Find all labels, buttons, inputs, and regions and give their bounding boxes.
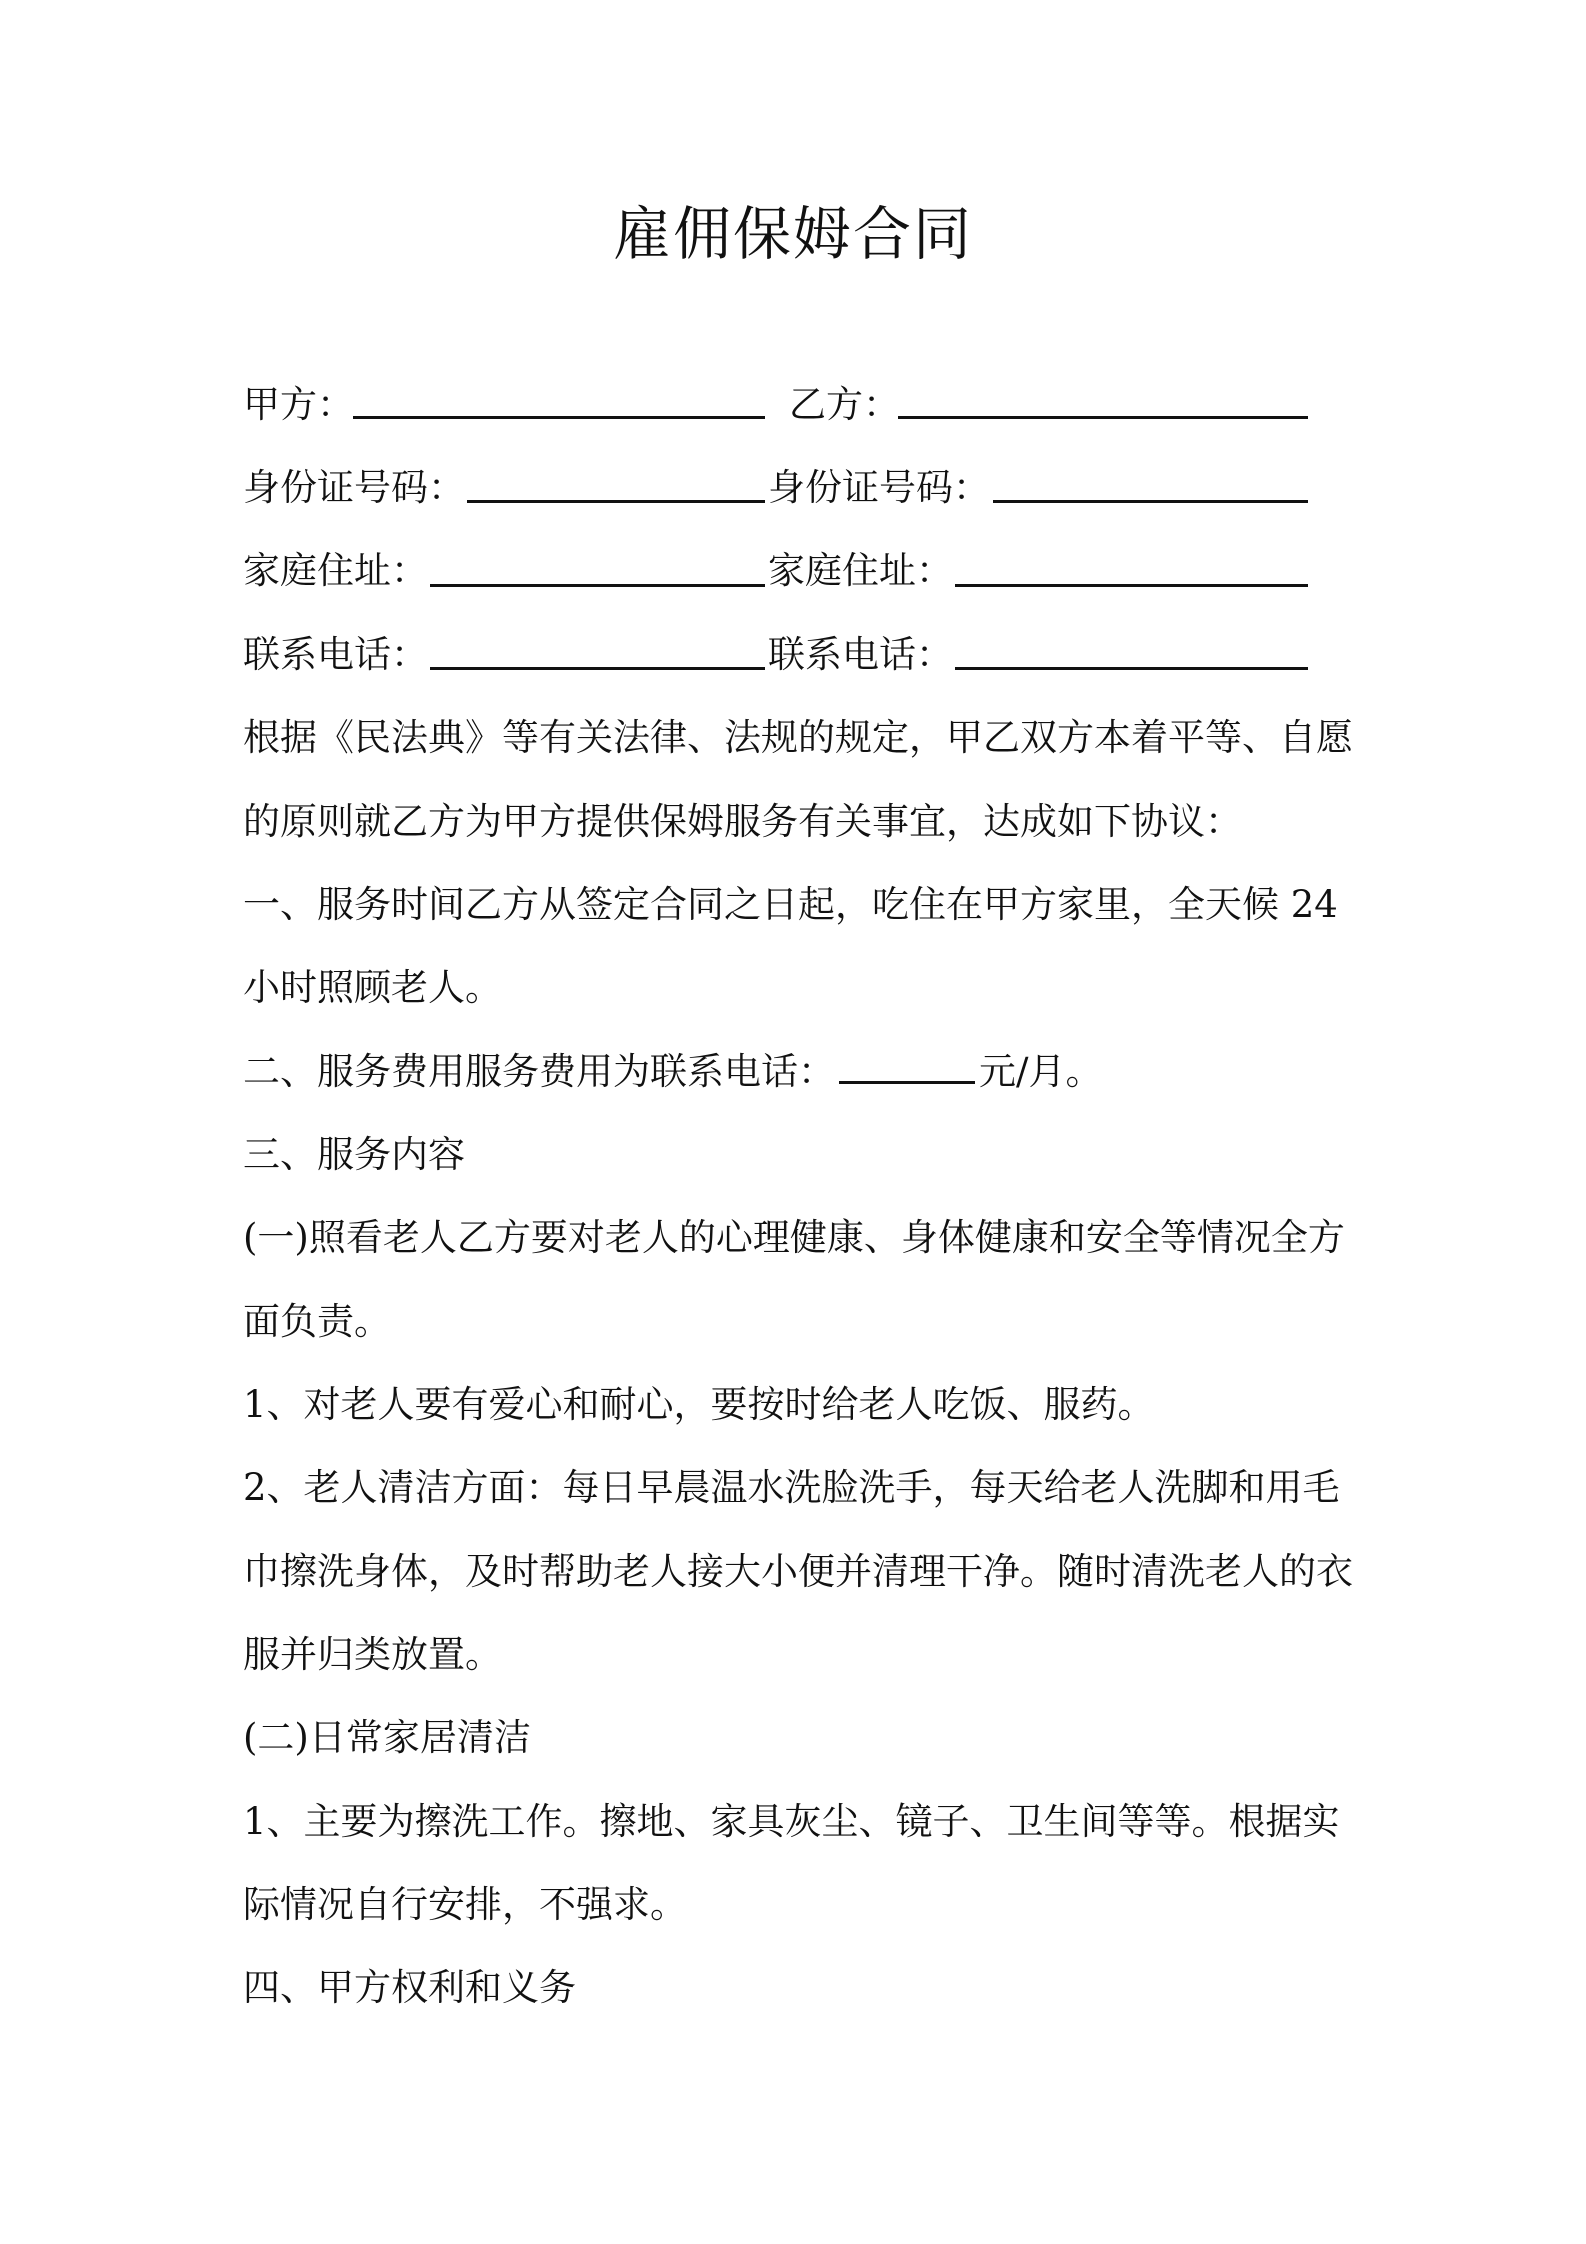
party-a-phone-label: 联系电话： [243,633,428,676]
party-a-name-field[interactable] [353,416,765,419]
service-fee-field[interactable] [839,1051,975,1084]
party-b-label: 乙方： [789,383,900,426]
party-a-label: 甲方： [243,383,354,426]
clause-2-prefix: 二、服务费用服务费用为联系电话： [243,1050,835,1093]
clause-2-suffix: 元/月。 [979,1050,1103,1093]
intro-line-1: 根据《民法典》等有关法律、法规的规定，甲乙双方本着平等、自愿 [243,716,1353,759]
party-a-address-label: 家庭住址： [243,549,428,592]
item-2-line-3: 服并归类放置。 [243,1633,502,1676]
party-a-phone-field[interactable] [430,667,765,670]
sub-2-heading: (二)日常家居清洁 [243,1716,531,1759]
party-a-id-field[interactable] [467,500,765,503]
party-a-id-label: 身份证号码： [243,466,465,509]
clause-2-line [243,1047,1353,1097]
party-b-address-label: 家庭住址： [768,549,953,592]
item-2-line-2: 巾擦洗身体，及时帮助老人接大小便并清理干净。随时清洗老人的衣 [243,1550,1353,1593]
party-b-phone-field[interactable] [955,667,1308,670]
party-b-id-field[interactable] [993,500,1308,503]
clause-3-heading: 三、服务内容 [243,1133,465,1176]
party-a-address-field[interactable] [430,584,765,587]
sub-1-line-1: (一)照看老人乙方要对老人的心理健康、身体健康和安全等情况全方 [243,1216,1345,1259]
sub-1-line-2: 面负责。 [243,1300,391,1343]
party-b-name-field[interactable] [898,416,1308,419]
clause-1-line-1: 一、服务时间乙方从签定合同之日起，吃住在甲方家里，全天候 24 [243,883,1338,926]
clause-4-heading: 四、甲方权利和义务 [243,1966,576,2009]
intro-line-2: 的原则就乙方为甲方提供保姆服务有关事宜，达成如下协议： [243,800,1242,843]
page-title: 雇佣保姆合同 [612,200,973,268]
clause-1-line-2: 小时照顾老人。 [243,966,502,1009]
party-b-id-label: 身份证号码： [768,466,990,509]
item-3-line-1: 1、主要为擦洗工作。擦地、家具灰尘、镜子、卫生间等等。根据实 [243,1800,1340,1843]
item-1-line: 1、对老人要有爱心和耐心，要按时给老人吃饭、服药。 [243,1383,1155,1426]
item-3-line-2: 际情况自行安排，不强求。 [243,1883,687,1926]
party-b-address-field[interactable] [955,584,1308,587]
item-2-line-1: 2、老人清洁方面：每日早晨温水洗脸洗手，每天给老人洗脚和用毛 [243,1466,1340,1509]
party-b-phone-label: 联系电话： [768,633,953,676]
